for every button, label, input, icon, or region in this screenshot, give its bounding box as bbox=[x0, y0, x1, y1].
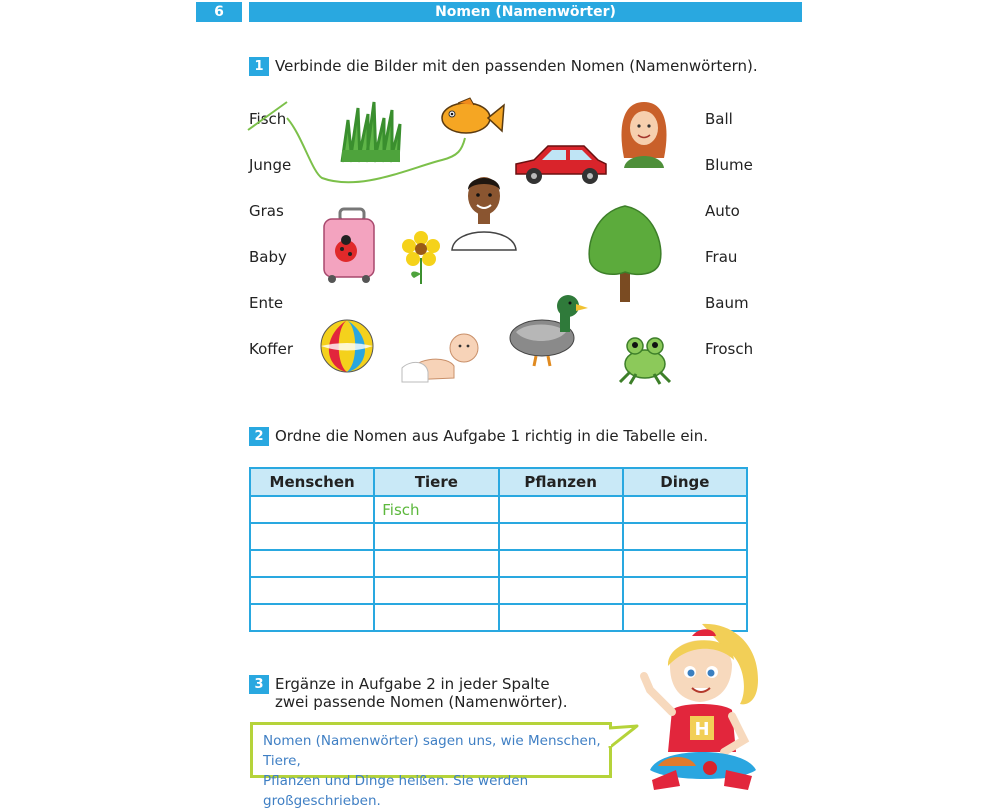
column-header-pflanzen: Pflanzen bbox=[499, 468, 623, 496]
task-1-number: 1 bbox=[249, 57, 269, 76]
right-word-frau: Frau bbox=[705, 248, 738, 266]
tip-speech-bubble bbox=[250, 722, 612, 809]
left-word-fisch: Fisch bbox=[249, 110, 287, 128]
flower-picture[interactable] bbox=[400, 230, 442, 286]
table-cell[interactable] bbox=[374, 550, 498, 577]
tree-picture[interactable] bbox=[586, 204, 664, 304]
table-cell[interactable] bbox=[250, 523, 374, 550]
table-cell[interactable] bbox=[499, 577, 623, 604]
table-row bbox=[250, 577, 747, 604]
task-3-number: 3 bbox=[249, 675, 269, 694]
page-title: Nomen (Namenwörter) bbox=[249, 2, 802, 22]
frog-picture[interactable] bbox=[616, 332, 674, 386]
table-cell[interactable] bbox=[250, 604, 374, 631]
table-cell[interactable] bbox=[499, 604, 623, 631]
mascot-girl-illustration bbox=[640, 620, 770, 796]
left-word-ente: Ente bbox=[249, 294, 284, 312]
task-1-instruction: Verbinde die Bilder mit den passenden Nomen (Namenwörtern). bbox=[275, 57, 758, 75]
table-cell[interactable] bbox=[374, 577, 498, 604]
left-word-koffer: Koffer bbox=[249, 340, 293, 358]
right-word-frosch: Frosch bbox=[705, 340, 754, 358]
fish-picture[interactable] bbox=[440, 97, 506, 139]
column-header-menschen: Menschen bbox=[250, 468, 374, 496]
table-row bbox=[250, 496, 747, 523]
task-2-number: 2 bbox=[249, 427, 269, 446]
boy-picture[interactable] bbox=[450, 168, 518, 250]
duck-picture[interactable] bbox=[506, 292, 588, 368]
left-word-baby: Baby bbox=[249, 248, 287, 266]
table-cell-answer[interactable]: Fisch bbox=[374, 496, 498, 523]
table-cell[interactable] bbox=[250, 496, 374, 523]
task-3-line-1: Ergänze in Aufgabe 2 in jeder Spalte bbox=[275, 675, 550, 693]
column-header-tiere: Tiere bbox=[374, 468, 498, 496]
woman-picture[interactable] bbox=[616, 98, 672, 168]
table-cell[interactable] bbox=[499, 523, 623, 550]
left-word-gras: Gras bbox=[249, 202, 284, 220]
left-word-junge: Junge bbox=[249, 156, 292, 174]
table-cell[interactable] bbox=[623, 496, 747, 523]
table-row bbox=[250, 550, 747, 577]
table-cell[interactable] bbox=[499, 550, 623, 577]
right-word-baum: Baum bbox=[705, 294, 749, 312]
baby-picture[interactable] bbox=[398, 330, 484, 388]
table-cell[interactable] bbox=[623, 577, 747, 604]
speech-bubble-tail bbox=[609, 726, 639, 752]
table-cell[interactable] bbox=[623, 523, 747, 550]
page-number: 6 bbox=[196, 2, 242, 22]
column-header-dinge: Dinge bbox=[623, 468, 747, 496]
table-cell[interactable] bbox=[623, 550, 747, 577]
ball-picture[interactable] bbox=[318, 318, 376, 374]
right-word-blume: Blume bbox=[705, 156, 753, 174]
tip-line-1: Nomen (Namenwörter) sagen uns, wie Menschen, Tiere, bbox=[263, 733, 601, 769]
table-cell[interactable] bbox=[374, 604, 498, 631]
task-2-instruction: Ordne die Nomen aus Aufgabe 1 richtig in die Tabelle ein. bbox=[275, 427, 708, 445]
suitcase-picture[interactable] bbox=[320, 207, 378, 285]
table-cell[interactable] bbox=[374, 523, 498, 550]
car-picture[interactable] bbox=[514, 142, 608, 186]
table-cell[interactable] bbox=[250, 550, 374, 577]
table-cell[interactable] bbox=[250, 577, 374, 604]
task-3-line-2: zwei passende Nomen (Namenwörter). bbox=[275, 693, 568, 711]
right-word-ball: Ball bbox=[705, 110, 733, 128]
right-word-auto: Auto bbox=[705, 202, 740, 220]
grass-picture[interactable] bbox=[338, 100, 404, 164]
table-cell[interactable] bbox=[499, 496, 623, 523]
nouns-table bbox=[249, 467, 748, 632]
table-row bbox=[250, 523, 747, 550]
mascot-shirt-letter: H bbox=[694, 719, 710, 740]
tip-line-2: Pflanzen und Dinge heißen. Sie werden großgeschrieben. bbox=[263, 773, 529, 809]
